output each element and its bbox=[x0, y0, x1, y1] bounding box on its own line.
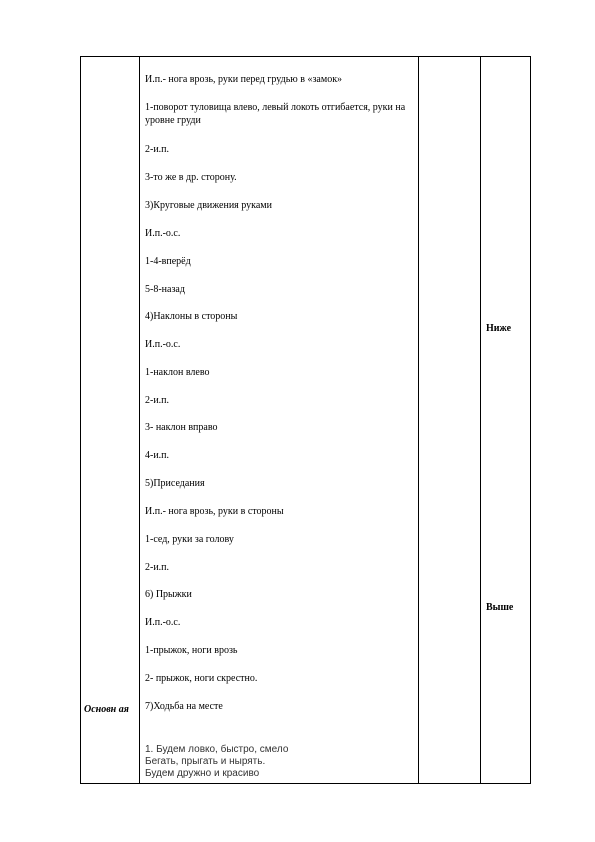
table-divider-3 bbox=[480, 56, 481, 784]
table-divider-2 bbox=[418, 56, 419, 784]
section-label: Основн ая bbox=[84, 704, 129, 715]
exercise-line: 2- прыжок, ноги скрестно. bbox=[145, 673, 258, 684]
exercise-line: 1-сед, руки за голову bbox=[145, 534, 234, 545]
exercise-line: 4)Наклоны в стороны bbox=[145, 311, 238, 322]
exercise-line: И.п.- нога врозь, руки в стороны bbox=[145, 506, 284, 517]
table-divider-1 bbox=[139, 56, 140, 784]
exercise-line: И.п.-о.с. bbox=[145, 228, 181, 239]
exercise-line: 1-наклон влево bbox=[145, 367, 210, 378]
exercise-line: 1-прыжок, ноги врозь bbox=[145, 645, 238, 656]
exercise-line: 7)Ходьба на месте bbox=[145, 701, 223, 712]
poem-line: 1. Будем ловко, быстро, смело bbox=[145, 744, 289, 755]
poem-line: Бегать, прыгать и нырять. bbox=[145, 756, 266, 767]
exercise-line: 4-и.п. bbox=[145, 450, 170, 461]
exercise-line: 3)Круговые движения руками bbox=[145, 200, 272, 211]
exercise-line: 6) Прыжки bbox=[145, 589, 192, 600]
exercise-line: 5-8-назад bbox=[145, 284, 185, 295]
exercise-line: 2-и.п. bbox=[145, 562, 170, 573]
side-note-lower: Ниже bbox=[486, 323, 512, 334]
exercise-line: И.п.- нога врозь, руки перед грудью в «замок» bbox=[145, 74, 343, 85]
poem-line: Будем дружно и красиво bbox=[145, 768, 260, 779]
table-border-right bbox=[530, 56, 531, 784]
table-border-left bbox=[80, 56, 81, 784]
poem-block bbox=[145, 744, 415, 780]
side-note-higher: Выше bbox=[486, 602, 514, 613]
exercise-line: 5)Приседания bbox=[145, 478, 205, 489]
exercise-line: 3-то же в др. сторону. bbox=[145, 172, 237, 183]
exercise-line: 1-4-вперёд bbox=[145, 256, 191, 267]
exercise-line: 2-и.п. bbox=[145, 144, 170, 155]
exercise-line: 3- наклон вправо bbox=[145, 422, 218, 433]
exercise-line: 1-поворот туловища влево, левый локоть отгибается, руки на уровне груди bbox=[145, 102, 406, 126]
exercise-line: И.п.-о.с. bbox=[145, 339, 181, 350]
exercise-line: И.п.-о.с. bbox=[145, 617, 181, 628]
exercise-line: 2-и.п. bbox=[145, 395, 170, 406]
